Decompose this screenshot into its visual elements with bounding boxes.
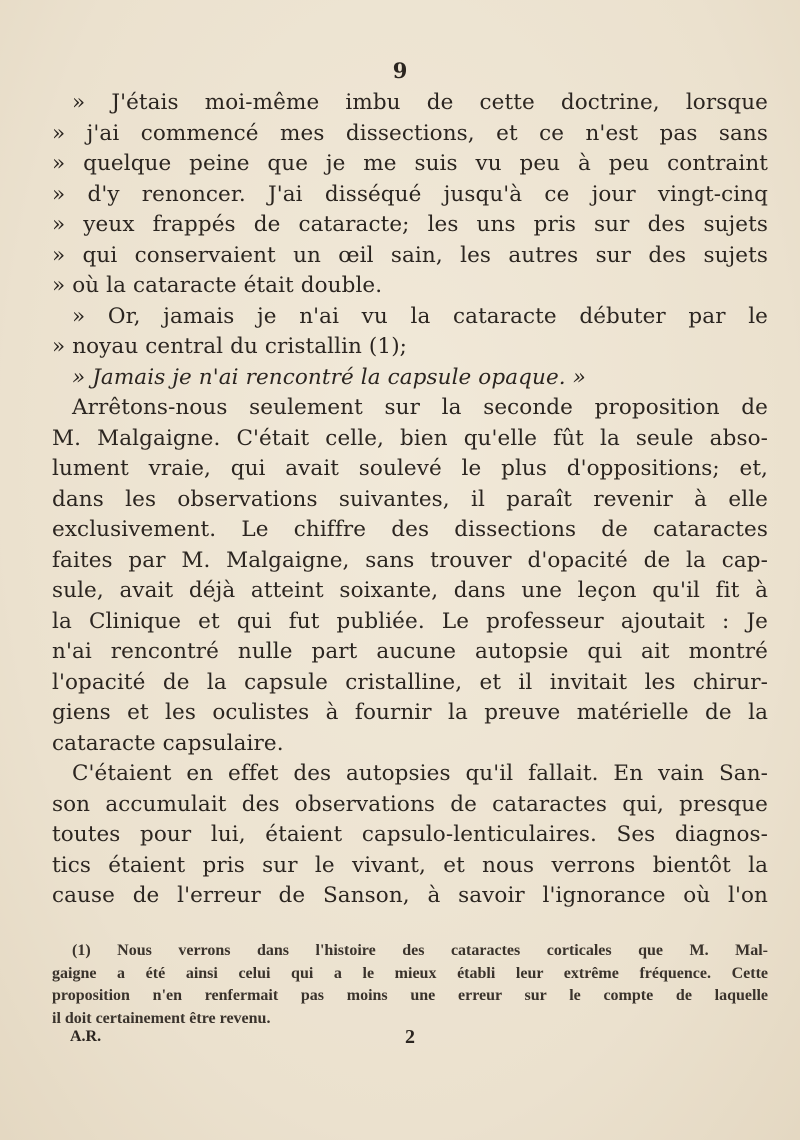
text-line: C'étaient en effet des autopsies qu'il fallait. En vain San-: [72, 761, 768, 786]
text-line: la Clinique et qui fut publiée. Le professeur ajoutait : Je: [52, 608, 768, 634]
text-line: » j'ai commencé mes dissections, et ce n'est pas sans: [52, 120, 768, 146]
text-line: dans les observations suivantes, il paraît revenir à elle: [52, 486, 768, 512]
text-line: faites par M. Malgaigne, sans trouver d'opacité de la cap-: [52, 547, 768, 573]
text-line: » J'étais moi-même imbu de cette doctrine, lorsque: [72, 90, 768, 115]
text-line: exclusivement. Le chiffre des dissections de cataractes: [52, 517, 768, 542]
footnote-line: proposition n'en renfermait pas moins une erreur sur le compte de laquelle: [52, 987, 768, 1004]
signature-mark: A.R.: [70, 1028, 102, 1045]
text-line: » noyau central du cristallin (1);: [52, 334, 408, 359]
text-line: M. Malgaigne. C'était celle, bien qu'elle fût la seule abso-: [52, 425, 768, 451]
text-line: » Or, jamais je n'ai vu la cataracte débuter par le: [72, 303, 768, 329]
footnote-line: (1) Nous verrons dans l'histoire des cataractes corticales que M. Mal-: [72, 942, 768, 959]
footnote-line: gaigne a été ainsi celui qui a le mieux établi leur extrême fréquence. Cette: [52, 964, 768, 982]
text-line: giens et les oculistes à fournir la preuve matérielle de la: [52, 700, 768, 725]
text-line: cataracte capsulaire.: [52, 730, 284, 756]
sheet-number: 2: [405, 1026, 415, 1048]
page-number: 9: [392, 58, 408, 83]
text-line: tics étaient pris sur le vivant, et nous verrons bientôt la: [52, 852, 768, 878]
footnote: [52, 940, 768, 1030]
text-line: sule, avait déjà atteint soixante, dans une leçon qu'il fit à: [52, 578, 768, 603]
body-text: [52, 88, 768, 912]
text-line: toutes pour lui, étaient capsulo-lenticulaires. Ses diagnos-: [52, 822, 768, 847]
text-line: » quelque peine que je me suis vu peu à peu contraint: [52, 151, 768, 176]
text-line: lument vraie, qui avait soulevé le plus d'oppositions; et,: [52, 456, 768, 481]
text-line: » d'y renoncer. J'ai disséqué jusqu'à ce jour vingt-cinq: [52, 181, 768, 207]
footnote-line: il doit certainement être revenu.: [52, 1009, 271, 1027]
text-line: cause de l'erreur de Sanson, à savoir l'ignorance où l'on: [52, 883, 768, 908]
text-line: Arrêtons-nous seulement sur la seconde proposition de: [72, 395, 768, 420]
text-line: » où la cataracte était double.: [52, 273, 383, 298]
text-line: son accumulait des observations de cataractes qui, presque: [52, 791, 768, 817]
text-line: » yeux frappés de cataracte; les uns pris sur des sujets: [52, 212, 768, 237]
text-line: » Jamais je n'ai rencontré la capsule opaque. »: [72, 364, 586, 390]
text-line: n'ai rencontré nulle part aucune autopsie qui ait montré: [52, 639, 768, 664]
text-line: l'opacité de la capsule cristalline, et il invitait les chirur-: [52, 669, 768, 695]
text-line: » qui conservaient un œil sain, les autres sur des sujets: [52, 242, 768, 268]
